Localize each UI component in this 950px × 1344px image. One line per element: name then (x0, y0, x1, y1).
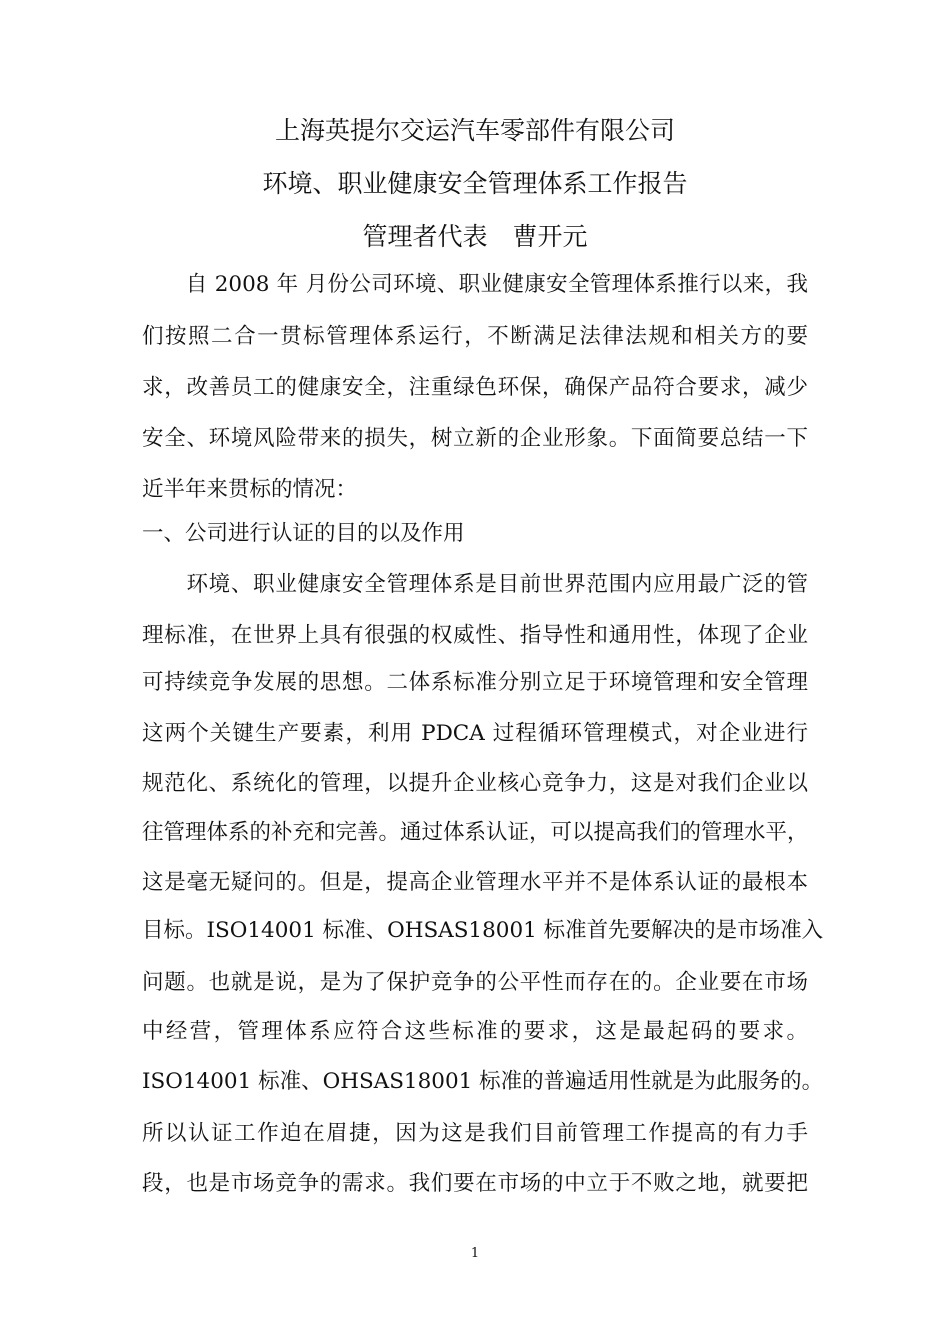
section-heading: 一、公司进行认证的目的以及作用 (142, 521, 465, 546)
paragraph-line: 规范化、系统化的管理，以提升企业核心竞争力，这是对我们企业以 (142, 771, 808, 796)
paragraph-line: 可持续竞争发展的思想。二体系标准分别立足于环境管理和安全管理 (142, 670, 808, 695)
paragraph-line: 这是毫无疑问的。但是，提高企业管理水平并不是体系认证的最根本 (142, 870, 808, 895)
paragraph-line: 所以认证工作迫在眉捷，因为这是我们目前管理工作提高的有力手 (142, 1121, 808, 1146)
paragraph-line: 往管理体系的补充和完善。通过体系认证，可以提高我们的管理水平， (142, 820, 809, 845)
author-line: 管理者代表 曹开元 (362, 222, 588, 251)
company-title: 上海英提尔交运汽车零部件有限公司 (274, 116, 675, 145)
paragraph-line: 环境、职业健康安全管理体系是目前世界范围内应用最广泛的管 (142, 572, 808, 597)
paragraph-line: 目标。ISO14001 标准、OHSAS18001 标准首先要解决的是市场准入 (142, 918, 824, 943)
paragraph-line: 自 2008 年 月份公司环境、职业健康安全管理体系推行以来，我 (142, 272, 808, 297)
paragraph-line: 段，也是市场竞争的需求。我们要在市场的中立于不败之地，就要把 (142, 1171, 808, 1196)
paragraph-line: 们按照二合一贯标管理体系运行，不断满足法律法规和相关方的要 (142, 324, 808, 349)
paragraph-line: 理标准，在世界上具有很强的权威性、指导性和通用性，体现了企业 (142, 623, 808, 648)
paragraph-line: 求，改善员工的健康安全，注重绿色环保，确保产品符合要求，减少 (142, 375, 808, 400)
report-title: 环境、职业健康安全管理体系工作报告 (262, 169, 688, 198)
paragraph-line: 这两个关键生产要素，利用 PDCA 过程循环管理模式，对企业进行 (142, 721, 808, 746)
paragraph-line: ISO14001 标准、OHSAS18001 标准的普遍适用性就是为此服务的。 (142, 1069, 824, 1094)
paragraph-line: 安全、环境风险带来的损失，树立新的企业形象。下面简要总结一下 (142, 426, 808, 451)
paragraph-line: 近半年来贯标的情况： (142, 477, 358, 502)
paragraph-line: 中经营，管理体系应符合这些标准的要求，这是最起码的要求。 (142, 1019, 808, 1044)
page-number: 1 (470, 1246, 480, 1261)
paragraph-line: 问题。也就是说，是为了保护竞争的公平性而存在的。企业要在市场 (142, 970, 808, 995)
